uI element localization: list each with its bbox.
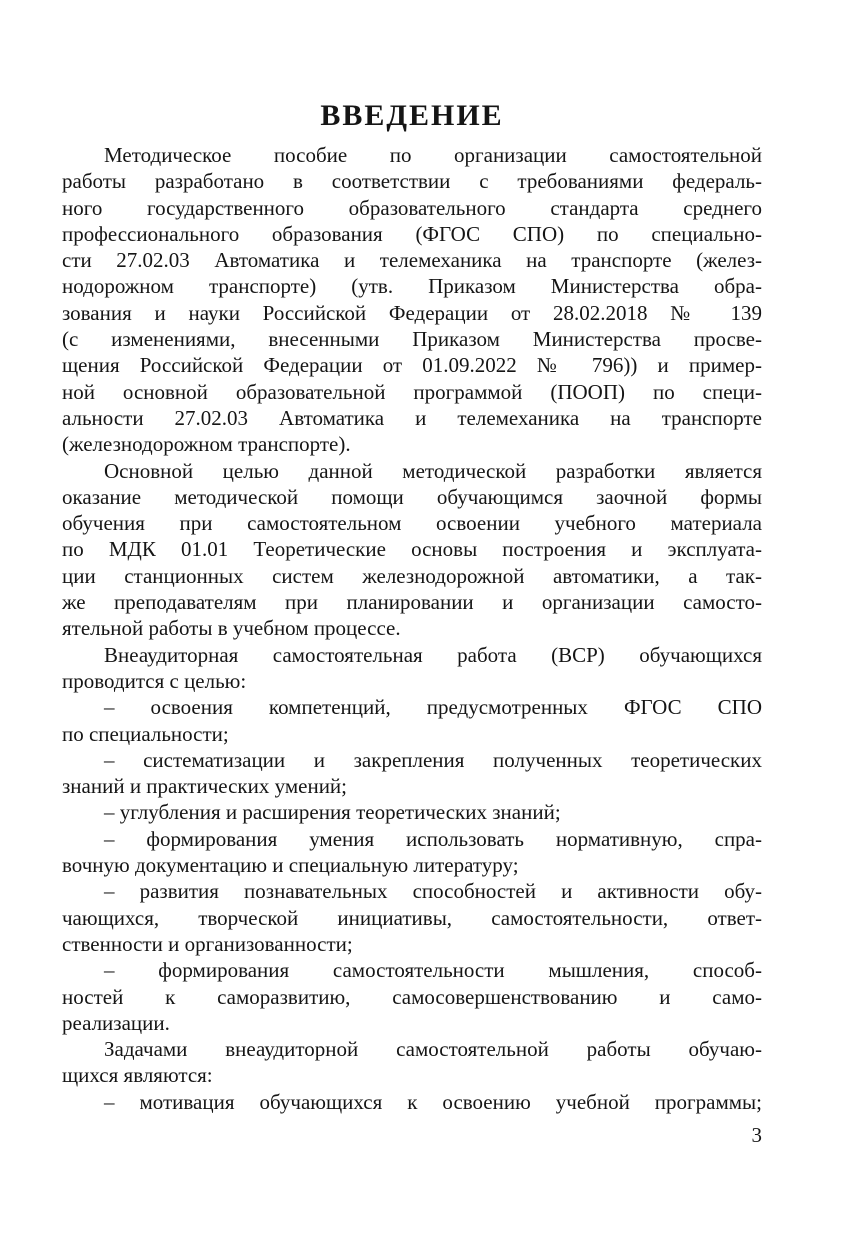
text-line: Задачами внеаудиторной самостоятельной работы обучаю- [104,1037,762,1062]
text-line: вочную документацию и специальную литературу; [62,853,519,878]
text-line: проводится с целью: [62,668,247,693]
text-block [62,98,762,1115]
text-line: работы разработано в соответствии с требованиями федераль- [62,169,762,194]
text-line: реализации. [62,1010,170,1035]
text-line: альности 27.02.03 Автоматика и телемеханика на транспорте [62,405,762,430]
text-line: – систематизации и закрепления полученных теоретических [104,747,762,772]
text-line: же преподавателям при планировании и организации самосто- [62,590,762,615]
text-line: щения Российской Федерации от 01.09.2022 № 796)) и пример- [62,353,762,378]
text-line: ции станционных систем железнодорожной автоматики, а так- [62,563,762,588]
page-number: 3 [751,1123,762,1147]
text-line: сти 27.02.03 Автоматика и телемеханика на транспорте (желез- [62,248,762,273]
text-line: профессионального образования (ФГОС СПО) по специально- [62,221,762,246]
text-line: по специальности; [62,721,229,746]
text-line: ной основной образовательной программой (ПООП) по специ- [62,379,762,404]
text-line: Основной целью данной методической разработки является [104,458,762,483]
text-line: – развития познавательных способностей и активности обу- [104,879,762,904]
text-line: ятельной работы в учебном процессе. [62,616,401,641]
text-line: ственности и организованности; [62,931,353,956]
text-line: чающихся, творческой инициативы, самостоятельности, ответ- [62,905,762,930]
text-line: оказание методической помощи обучающимся заочной формы [62,484,762,509]
text-line: ного государственного образовательного стандарта среднего [62,195,762,220]
text-line: по МДК 01.01 Теоретические основы построения и эксплуата- [62,537,762,562]
text-line: обучения при самостоятельном освоении учебного материала [62,511,762,536]
text-line: – мотивация обучающихся к освоению учебной программы; [104,1089,762,1114]
text-line: щихся являются: [62,1063,213,1088]
body-text [62,142,762,1115]
text-line: Внеаудиторная самостоятельная работа (ВСР) обучающихся [104,642,762,667]
page-title: ВВЕДЕНИЕ [320,99,504,132]
text-line: нодорожном транспорте) (утв. Приказом Министерства обра- [62,274,762,299]
text-line: знаний и практических умений; [62,774,348,799]
text-line: ностей к саморазвитию, самосовершенствованию и само- [62,984,762,1009]
text-line: – освоения компетенций, предусмотренных ФГОС СПО [104,695,762,720]
text-line: (железнодорожном транспорте). [62,432,351,457]
text-line: зования и науки Российской Федерации от 28.02.2018 № 139 [62,300,762,325]
text-line: – формирования умения использовать нормативную, спра- [104,826,762,851]
text-line: Методическое пособие по организации самостоятельной [104,143,762,167]
text-line: – углубления и расширения теоретических знаний; [104,800,561,825]
text-line: (с изменениями, внесенными Приказом Министерства просве- [62,327,762,352]
text-line: – формирования самостоятельности мышления, способ- [104,958,762,983]
